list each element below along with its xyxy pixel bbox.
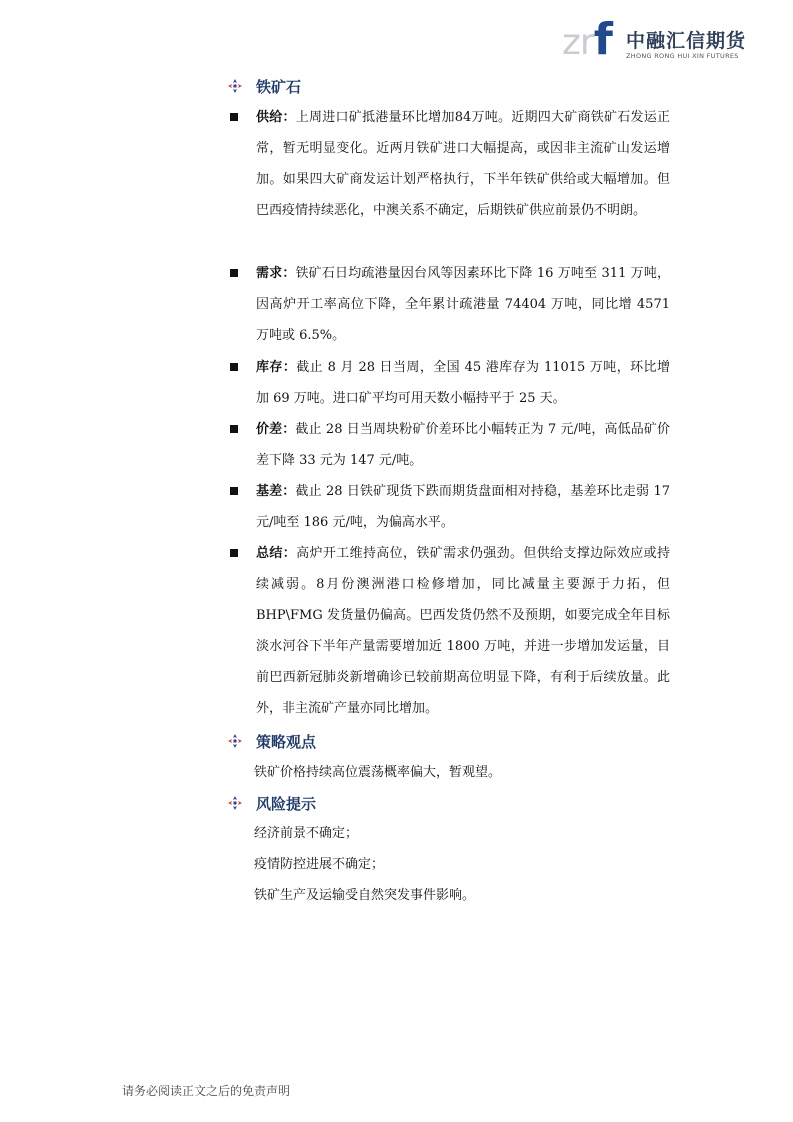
section-title: 风险提示 — [256, 794, 317, 813]
section-title: 策略观点 — [256, 732, 317, 751]
section-title: 铁矿石 — [256, 77, 302, 96]
list-item-summary — [230, 538, 670, 724]
arrow-icon — [228, 734, 242, 748]
item-text: 铁矿石日均疏港量因台风等因素环比下降 16 万吨至 311 万吨，因高炉开工率高位下降，全年累计疏港量 74404 万吨，同比增 4571 万吨或 6.5%。 — [256, 266, 670, 343]
list-item-basis — [230, 476, 670, 538]
square-bullet-icon — [230, 487, 238, 495]
risk-line: 疫情防控进展不确定； — [254, 857, 385, 872]
disclaimer-footer: 请务必阅读正文之后的免责声明 — [122, 1084, 291, 1098]
square-bullet-icon — [230, 363, 238, 371]
square-bullet-icon — [230, 269, 238, 277]
square-bullet-icon — [230, 113, 238, 121]
logo-mark — [562, 14, 612, 65]
item-text: 上周进口矿抵港量环比增加84万吨。近期四大矿商铁矿石发运正常，暂无明显变化。近两月铁矿进口大幅提高，或因非主流矿山发运增加。如果四大矿商发运计划严格执行，下半年铁矿供给或大幅增加。但巴西疫情持续恶化，中澳关系不确定，后期铁矿供应前景仍不明朗。 — [256, 110, 670, 218]
item-text: 高炉开工维持高位，铁矿需求仍强劲。但供给支撑边际效应或持续减弱。8月份澳洲港口检修增加，同比减量主要源于力拓，但BHP\FMG 发货量仍偏高。巴西发货仍然不及预期，如要完成全年目标淡水河谷下半年产量需要增加近 1800 万吨，并进一步增加发运量，目前巴西新冠肺炎新增确诊已较前期高位明显下降，有利于后续放量。此外，非主流矿产量亦同比增加。 — [256, 546, 670, 716]
logo-company-name: 中融汇信期货 — [626, 30, 747, 52]
arrow-icon — [228, 796, 242, 810]
item-label: 总结： — [256, 546, 297, 561]
square-bullet-icon — [230, 425, 238, 433]
section-heading-strategy — [228, 729, 316, 753]
item-label: 库存： — [256, 360, 297, 375]
item-text: 截止 8 月 28 日当周，全国 45 港库存为 11015 万吨，环比增加 69 万吨。进口矿平均可用天数小幅持平于 25 天。 — [256, 360, 670, 406]
item-label: 价差： — [256, 422, 296, 437]
list-item-demand — [230, 258, 670, 351]
company-logo — [562, 14, 762, 68]
risk-line: 铁矿生产及运输受自然突发事件影响。 — [254, 888, 476, 903]
list-item-spread — [230, 414, 670, 476]
arrow-icon — [228, 79, 242, 93]
section-heading-risk — [228, 791, 316, 815]
item-label: 需求： — [256, 266, 296, 281]
item-label: 供给： — [256, 110, 296, 125]
item-text: 截止 28 日当周块粉矿价差环比小幅转正为 7 元/吨，高低品矿价差下降 33 元为 147 元/吨。 — [256, 422, 670, 468]
square-bullet-icon — [230, 549, 238, 557]
risk-line: 经济前景不确定； — [254, 826, 359, 841]
logo-mark-zr: zr — [562, 22, 594, 63]
item-text: 截止 28 日铁矿现货下跌而期货盘面相对持稳，基差环比走弱 17 元/吨至 186 元/吨，为偏高水平。 — [256, 484, 670, 530]
strategy-text: 铁矿价格持续高位震荡概率偏大，暂观望。 — [254, 765, 502, 780]
item-label: 基差： — [256, 484, 296, 499]
section-heading-iron-ore — [228, 74, 301, 98]
logo-company-name-en: ZHONG RONG HUI XIN FUTURES — [626, 52, 739, 60]
list-item-inventory — [230, 352, 670, 414]
logo-mark-f: f — [593, 14, 612, 65]
list-item-supply — [230, 102, 670, 226]
